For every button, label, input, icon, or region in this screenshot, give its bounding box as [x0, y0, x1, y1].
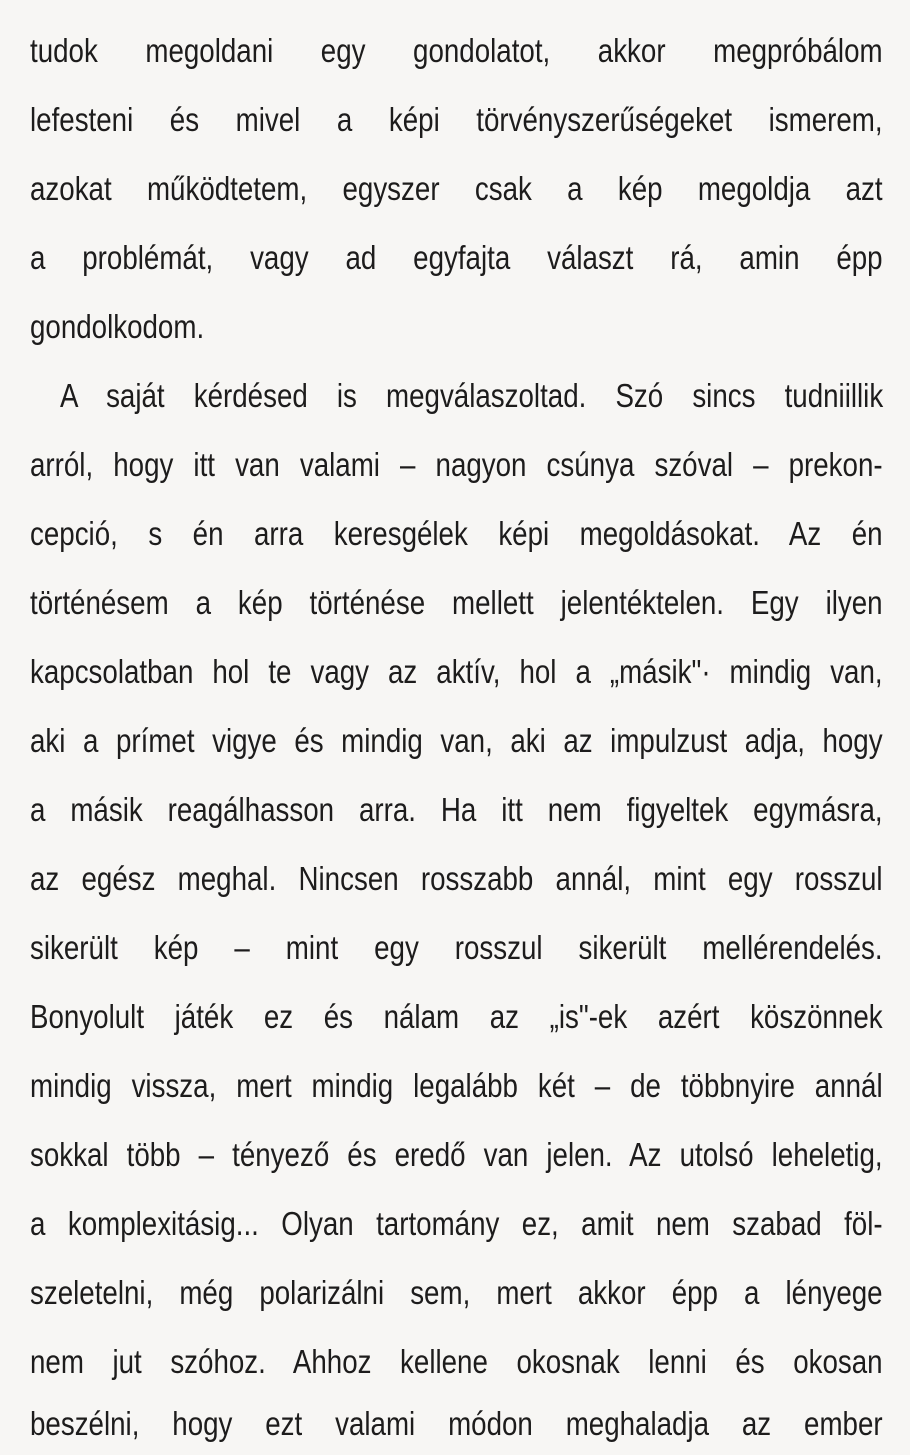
text-line: Bonyolult játék ez és nálam az „is"-ek azért köszönnek	[30, 998, 883, 1035]
text-line: aki a prímet vigye és mindig van, aki az impulzust adja, hogy	[30, 722, 883, 759]
text-line: a komplexitásig... Olyan tartomány ez, amit nem szabad föl-	[30, 1205, 883, 1242]
text-line: cepció, s én arra keresgélek képi megoldásokat. Az én	[30, 515, 883, 552]
text-line: beszélni, hogy ezt valami módon meghaladja az ember	[30, 1405, 883, 1442]
text-line: szeletelni, még polarizálni sem, mert akkor épp a lényege	[30, 1274, 883, 1311]
text-line: azokat működtetem, egyszer csak a kép megoldja azt	[30, 170, 883, 207]
text-line: gondolkodom.	[30, 308, 205, 345]
text-line: történésem a kép történése mellett jelentéktelen. Egy ilyen	[30, 584, 883, 621]
text-line: kapcsolatban hol te vagy az aktív, hol a „másik"· mindig van,	[30, 653, 883, 690]
text-line: sikerült kép – mint egy rosszul sikerült mellérendelés.	[30, 929, 883, 966]
text-line: nem jut szóhoz. Ahhoz kellene okosnak lenni és okosan	[30, 1343, 883, 1380]
text-line: tudok megoldani egy gondolatot, akkor megpróbálom	[30, 32, 883, 69]
text-line: mindig vissza, mert mindig legalább két – de többnyire annál	[30, 1067, 883, 1104]
text-line: lefesteni és mivel a képi törvényszerűségeket ismerem,	[30, 101, 883, 138]
text-line: a problémát, vagy ad egyfajta választ rá, amin épp	[30, 239, 883, 276]
text-line: sokkal több – tényező és eredő van jelen. Az utolsó leheletig,	[30, 1136, 883, 1173]
text-line: a másik reagálhasson arra. Ha itt nem figyeltek egymásra,	[30, 791, 883, 828]
paragraph-first-line: A saját kérdésed is megválaszoltad. Szó sincs tudniillik	[60, 377, 884, 414]
text-line: arról, hogy itt van valami – nagyon csúnya szóval – prekon-	[30, 446, 883, 483]
text-line: az egész meghal. Nincsen rosszabb annál, mint egy rosszul	[30, 860, 883, 897]
